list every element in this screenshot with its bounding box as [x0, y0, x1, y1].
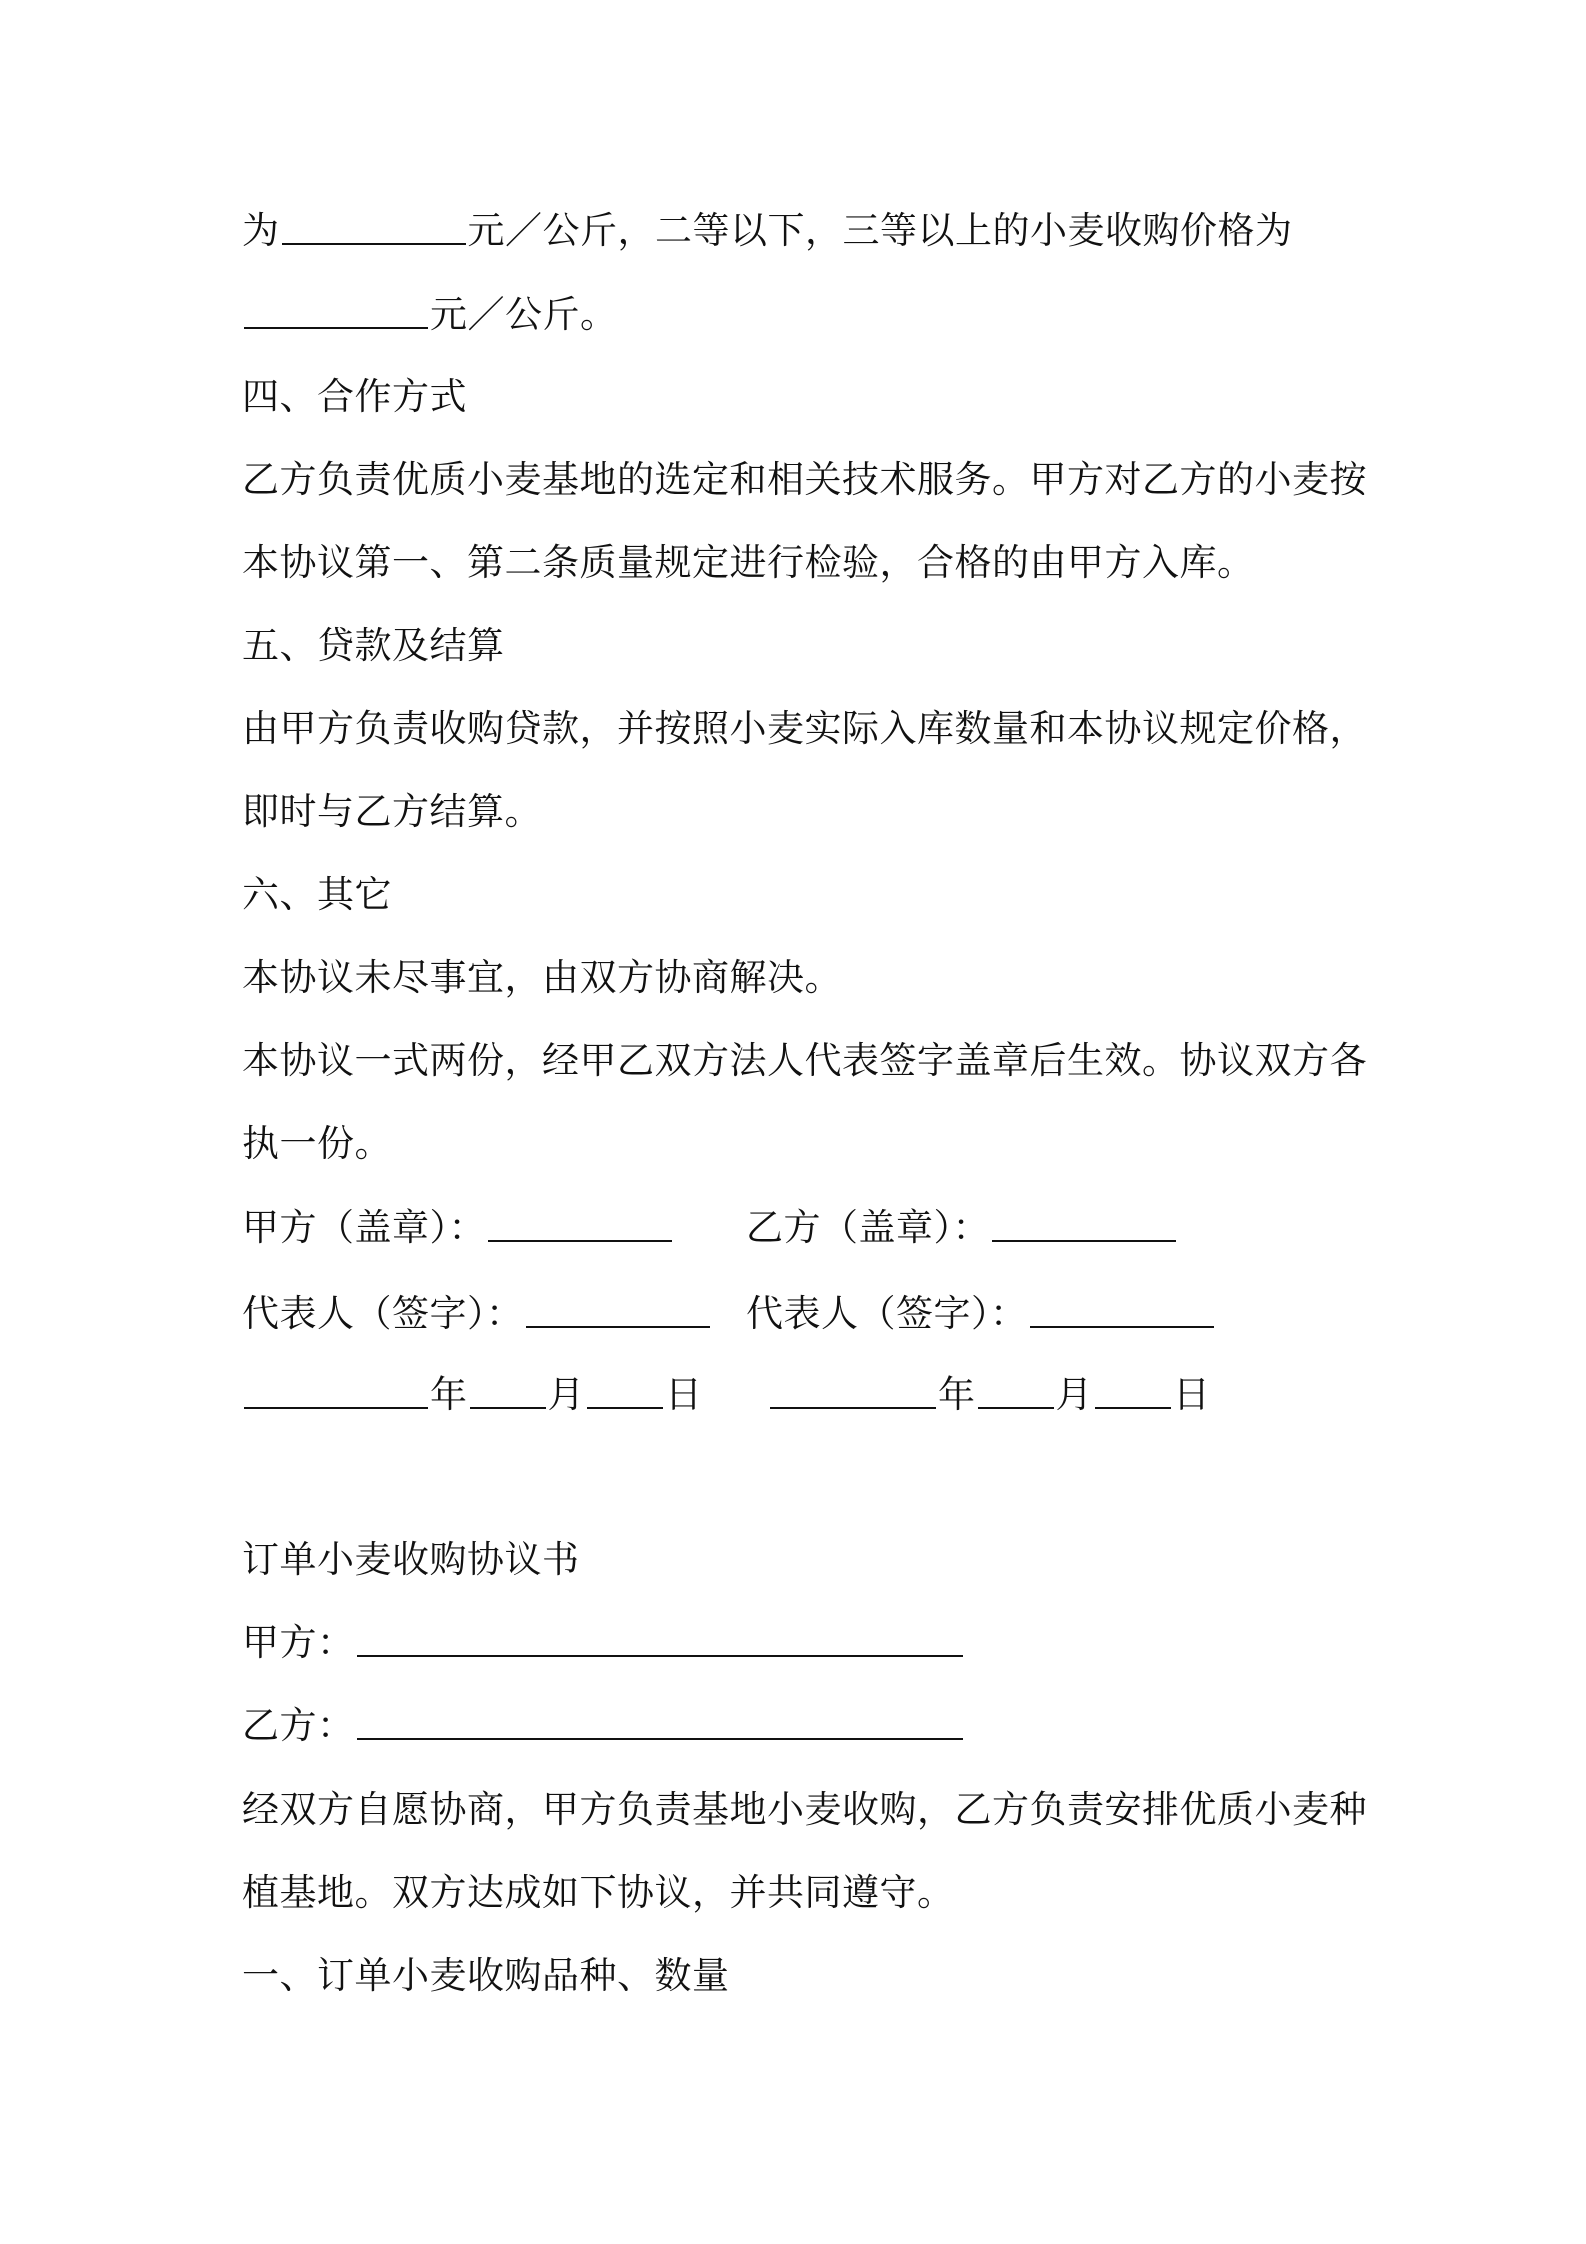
- rep-a-label: 代表人（签字）：: [242, 1292, 524, 1335]
- day-label: 日: [665, 1373, 703, 1416]
- text-body: 元／公斤。: [430, 293, 618, 336]
- paragraph-line: 植基地。双方达成如下协议，并共同遵守。: [242, 1871, 955, 1914]
- rep-b-blank: [1030, 1292, 1214, 1328]
- second-doc-party-b-label: 乙方：: [242, 1704, 355, 1747]
- rep-a-blank: [526, 1292, 710, 1328]
- paragraph-line: 经双方自愿协商，甲方负责基地小麦收购，乙方负责安排优质小麦种: [242, 1788, 1367, 1831]
- price-line-2: [242, 290, 618, 340]
- paragraph-line: 本协议第一、第二条质量规定进行检验，合格的由甲方入库。: [242, 541, 1255, 584]
- section-heading-variety-quantity: 一、订单小麦收购品种、数量: [242, 1954, 730, 1997]
- paragraph-line: 由甲方负责收购贷款，并按照小麦实际入库数量和本协议规定价格，: [242, 707, 1367, 750]
- paragraph-line: 本协议一式两份，经甲乙双方法人代表签字盖章后生效。协议双方各: [242, 1039, 1367, 1082]
- day-blank: [1095, 1373, 1171, 1409]
- month-label: 月: [1055, 1373, 1093, 1416]
- party-b-seal-row: [746, 1203, 1178, 1253]
- month-blank: [470, 1373, 546, 1409]
- year-blank: [244, 1373, 428, 1409]
- second-doc-party-b-blank: [357, 1704, 963, 1740]
- text-body: 元／公斤，二等以下，三等以上的小麦收购价格为: [467, 209, 1293, 252]
- month-label: 月: [547, 1373, 585, 1416]
- price-line-1: [242, 206, 1293, 256]
- paragraph-line: 执一份。: [242, 1122, 392, 1165]
- text-prefix: 为: [242, 209, 280, 252]
- price-blank: [282, 209, 466, 245]
- month-blank: [978, 1373, 1054, 1409]
- rep-b-label: 代表人（签字）：: [746, 1292, 1028, 1335]
- second-doc-party-a-row: [242, 1618, 965, 1668]
- second-doc-party-b-row: [242, 1701, 965, 1751]
- year-blank: [770, 1373, 936, 1409]
- party-a-seal-label: 甲方（盖章）：: [242, 1206, 486, 1249]
- year-label: 年: [938, 1373, 976, 1416]
- price-blank: [244, 293, 428, 329]
- party-a-seal-row: [242, 1203, 674, 1253]
- date-b-row: [768, 1370, 1211, 1420]
- rep-a-row: [242, 1289, 712, 1339]
- section-heading-other: 六、其它: [242, 873, 392, 916]
- day-label: 日: [1173, 1373, 1211, 1416]
- party-b-seal-label: 乙方（盖章）：: [746, 1206, 990, 1249]
- paragraph-line: 乙方负责优质小麦基地的选定和相关技术服务。甲方对乙方的小麦按: [242, 458, 1367, 501]
- party-b-seal-blank: [992, 1206, 1176, 1242]
- party-a-seal-blank: [488, 1206, 672, 1242]
- paragraph-line: 即时与乙方结算。: [242, 790, 542, 833]
- date-a-row: [242, 1370, 703, 1420]
- paragraph-line: 本协议未尽事宜，由双方协商解决。: [242, 956, 842, 999]
- year-label: 年: [430, 1373, 468, 1416]
- rep-b-row: [746, 1289, 1216, 1339]
- second-doc-title: 订单小麦收购协议书: [242, 1538, 580, 1581]
- second-doc-party-a-blank: [357, 1621, 963, 1657]
- section-heading-loan: 五、贷款及结算: [242, 624, 505, 667]
- section-heading-cooperation: 四、合作方式: [242, 375, 467, 418]
- second-doc-party-a-label: 甲方：: [242, 1621, 355, 1664]
- day-blank: [587, 1373, 663, 1409]
